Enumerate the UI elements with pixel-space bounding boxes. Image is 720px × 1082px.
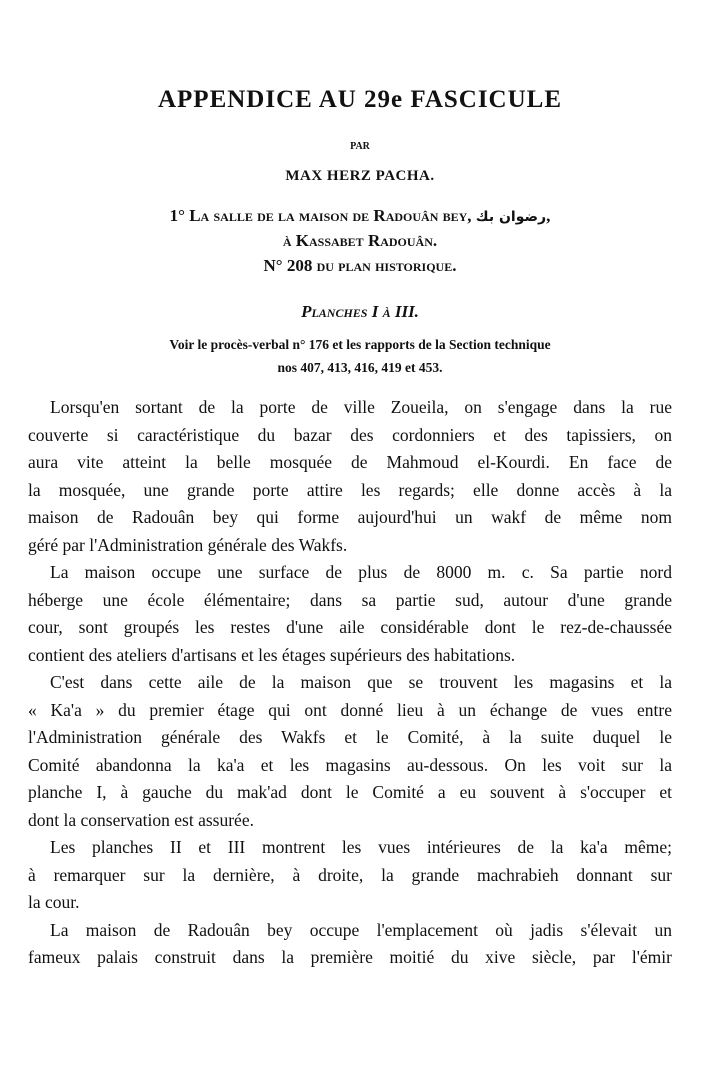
author-name: MAX HERZ PACHA. bbox=[285, 168, 435, 184]
text-line: contient des ateliers d'artisans et les étages supérieurs des habitations. bbox=[28, 644, 516, 665]
text-line: Les planches II et III montrent les vues intérieures de la ka'a même; bbox=[50, 837, 672, 857]
text-line: planche I, à gauche du mak'ad dont le Comité a eu souvent à s'occuper et bbox=[28, 782, 672, 802]
text-line: la mosquée, une grande porte attire les regards; elle donne accès à la bbox=[28, 479, 672, 500]
text-line: maison de Radouân bey qui forme aujourd'hui un wakf de même nom bbox=[28, 507, 672, 527]
text-line: fameux palais construit dans la première moitié du xive siècle, par l'émir bbox=[28, 947, 672, 967]
section-heading-comma: , bbox=[546, 206, 551, 225]
text-line: couverte si caractéristique du bazar des cordonniers et des tapissiers, on bbox=[28, 424, 672, 445]
byline-par: PAR bbox=[350, 141, 370, 152]
text-line: La maison occupe une surface de plus de 8000 m. c. Sa partie nord bbox=[50, 562, 672, 582]
text-line: à remarquer sur la dernière, à droite, la grande machrabieh donnant sur bbox=[28, 864, 672, 885]
text-line: Comité abandonna la ka'a et les magasins au-dessous. On les voit sur la bbox=[28, 754, 672, 775]
text-line: géré par l'Administration générale des Wakfs. bbox=[28, 534, 348, 555]
arabic-name: رضوان بك bbox=[475, 209, 547, 225]
text-line: aura vite atteint la belle mosquée de Mahmoud el-Kourdi. En face de bbox=[28, 452, 672, 472]
text-line: dont la conservation est assurée. bbox=[28, 809, 254, 830]
text-line: « Ka'a » du premier étage qui ont donné lieu à un échange de vues entre bbox=[28, 699, 672, 720]
text-line: cour, sont groupés les restes d'une aile considérable dont le rez-de-chaussée bbox=[28, 617, 672, 637]
section-heading bbox=[0, 206, 720, 226]
plates-reference: Planches I à III. bbox=[301, 302, 419, 321]
reference-note-line2: nos 407, 413, 416, 419 et 453. bbox=[277, 360, 443, 375]
section-heading-text: 1° La salle de la maison de Radouân bey, bbox=[169, 206, 472, 225]
section-plan-number: N° 208 du plan historique. bbox=[263, 256, 457, 275]
text-line: la cour. bbox=[28, 892, 80, 912]
body-text bbox=[28, 394, 672, 972]
reference-note-line1: Voir le procès-verbal n° 176 et les rapports de la Section technique bbox=[169, 337, 551, 352]
text-line: C'est dans cette aile de la maison que se trouvent les magasins et la bbox=[50, 672, 672, 692]
text-line: Lorsqu'en sortant de la porte de ville Zoueila, on s'engage dans la rue bbox=[50, 397, 672, 417]
text-line: héberge une école élémentaire; dans sa partie sud, autour d'une grande bbox=[28, 589, 672, 610]
page-title: APPENDICE AU 29e FASCICULE bbox=[157, 86, 563, 113]
text-line: l'Administration générale des Wakfs et le Comité, à la suite duquel le bbox=[28, 727, 672, 747]
section-location: à Kassabet Radouân. bbox=[282, 231, 438, 250]
text-line: La maison de Radouân bey occupe l'emplacement où jadis s'élevait un bbox=[50, 919, 672, 940]
